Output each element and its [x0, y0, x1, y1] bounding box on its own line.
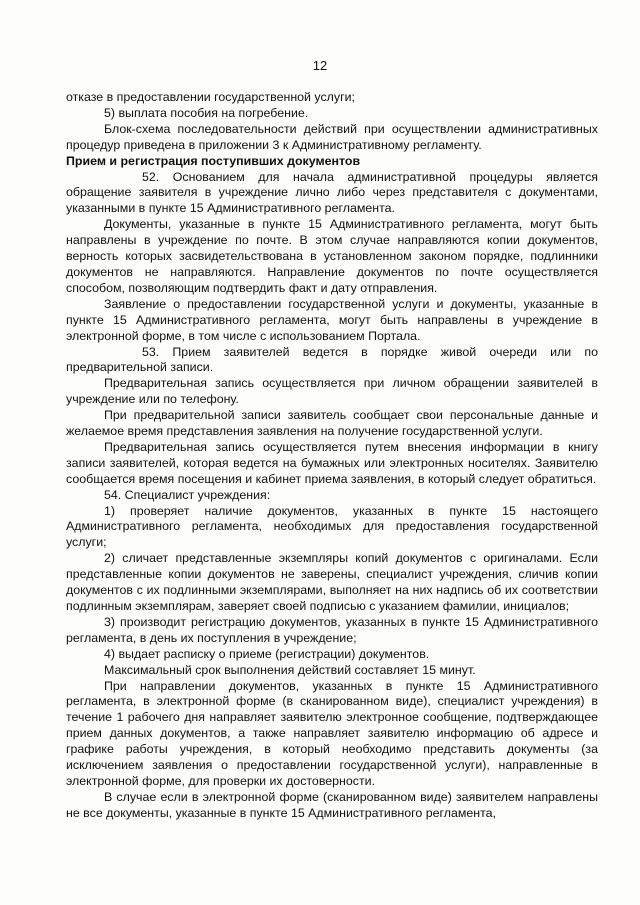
paragraph: Заявление о предоставлении государственной услуги и документы, указанные в пункте 15 Административного регламента, могут быть направлены в учреждение в электронной форме, в том числе с использованием Портала. — [66, 296, 598, 343]
paragraph: 52. Основанием для начала административной процедуры является обращение заявителя в учреждение лично либо через представителя с документами, указанными в пункте 15 Административного регламента. — [66, 169, 598, 216]
paragraph: При направлении документов, указанных в пункте 15 Административного регламента, в электронной форме (в сканированном виде), специалист учреждения) в течение 1 рабочего дня направляет заявителю электронное сообщение, подтверждающее прием данных документов, а также направляет заявителю информацию об адресе и графике работы учреждения, в который необходимо представить документы (за исключением заявления о предоставлении государственной услуги), направленные в электронной форме, для проверки их достоверности. — [66, 678, 598, 788]
paragraph: 54. Специалист учреждения: — [104, 487, 271, 502]
paragraph: При предварительной записи заявитель сообщает свои персональные данные и желаемое время представления заявления на получение государственной услуги. — [66, 408, 598, 439]
paragraph: Блок-схема последовательности действий при осуществлении административных процедур приведена в приложении 3 к Административному регламенту. — [66, 121, 598, 152]
document-body — [66, 90, 598, 822]
list-item: 5) выплата пособия на погребение. — [104, 105, 309, 120]
list-item: 3) производит регистрацию документов, указанных в пункте 15 Административного регламента, в день их поступления в учреждение; — [66, 614, 598, 645]
paragraph: отказе в предоставлении государственной услуги; — [66, 90, 355, 104]
paragraph: В случае если в электронной форме (сканированном виде) заявителем направлены не все документы, указанные в пункте 15 Административного регламента, — [66, 789, 598, 820]
list-item: 2) сличает представленные экземпляры копий документов с оригиналами. Если представленные копии документов не заверены, специалист учреждения, сличив копии документов с их подлинными экземплярами, выполняет на них надпись об их соответствии подлинным экземплярам, заверяет своей подписью с указанием фамилии, инициалов; — [66, 551, 598, 613]
list-item: 1) проверяет наличие документов, указанных в пункте 15 настоящего Административного регламента, необходимых для предоставления государственной услуги; — [66, 503, 598, 550]
paragraph: Максимальный срок выполнения действий составляет 15 минут. — [104, 662, 476, 677]
list-item: 4) выдает расписку о приеме (регистрации) документов. — [104, 646, 430, 661]
paragraph: Предварительная запись осуществляется при личном обращении заявителей в учреждение или по телефону. — [66, 376, 598, 407]
paragraph: 53. Прием заявителей ведется в порядке живой очереди или по предварительной записи. — [66, 344, 598, 375]
page-number: 12 — [312, 58, 328, 73]
section-heading: Прием и регистрация поступивших документов — [66, 153, 361, 168]
paragraph: Предварительная запись осуществляется путем внесения информации в книгу записи заявителей, которая ведется на бумажных или электронных носителях. Заявителю сообщается время посещения и кабинет приема заявления, в который следует обратиться. — [66, 439, 598, 486]
paragraph: Документы, указанные в пункте 15 Административного регламента, могут быть направлены в учреждение по почте. В этом случае направляются копии документов, верность которых засвидетельствована в установленном законом порядке, подлинники документов не направляются. Направление документов по почте осуществляется способом, позволяющим подтвердить факт и дату отправления. — [66, 217, 598, 295]
